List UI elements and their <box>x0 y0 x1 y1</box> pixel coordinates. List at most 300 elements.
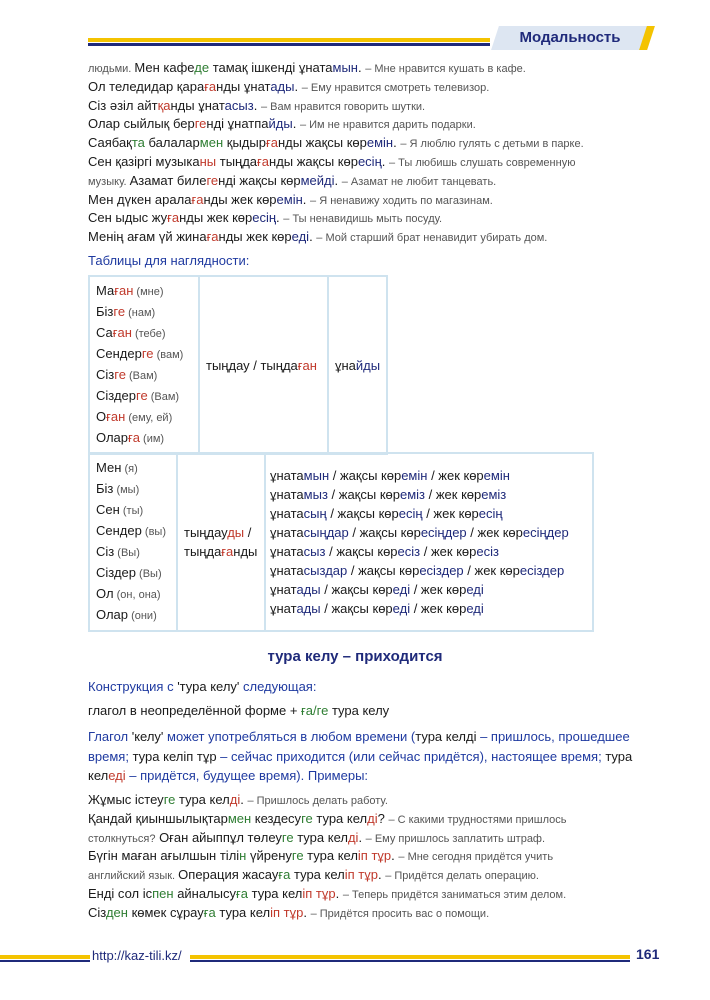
text-segment: қа <box>157 97 171 113</box>
text-segment: / жек көр <box>466 525 523 540</box>
text-segment: ұнат <box>270 582 297 597</box>
example-sentence <box>88 79 489 94</box>
text-segment: тура кел <box>293 829 348 845</box>
text-segment: ға <box>221 544 234 559</box>
text-segment: Менің ағам үй жина <box>88 229 207 245</box>
form-row <box>270 504 588 523</box>
text-segment: . <box>357 60 366 75</box>
text-segment: мейді <box>300 172 335 188</box>
explanation-line <box>88 768 368 783</box>
text-segment: нді ұнатпа <box>206 116 269 132</box>
pronoun-row <box>96 605 170 626</box>
text-segment: – Мне сегодня придётся учить <box>398 851 554 864</box>
text-segment: ған <box>114 283 134 298</box>
text-segment: – Я люблю гулять с детьми в парке. <box>400 138 584 151</box>
text-segment: / жек көр <box>463 563 520 578</box>
text-segment: Сен ыдыс жу <box>88 210 168 226</box>
text-segment: 'келу' <box>131 729 164 744</box>
text-segment: ға <box>191 191 204 207</box>
text-segment: тура кел <box>175 792 230 807</box>
text-segment: Қандай қиыншылықтар <box>88 810 228 826</box>
text-segment: Сен қазіргі музыка <box>88 154 200 169</box>
text-segment: нды жек көр <box>218 229 292 245</box>
text-segment: (он, она) <box>113 589 161 601</box>
text-segment: / жақсы көр <box>326 506 399 521</box>
form-row <box>270 599 588 618</box>
form-row <box>270 523 588 542</box>
pronoun-row <box>96 584 170 605</box>
text-segment: Азамат биле <box>129 172 207 188</box>
nominative-table <box>88 452 594 632</box>
text-segment: мын <box>303 468 330 483</box>
text-segment: – Мой старший брат ненавидит убирать дом. <box>316 232 548 245</box>
text-segment: ге <box>136 388 148 403</box>
text-segment: нды <box>233 544 258 559</box>
example-sentence <box>88 98 425 113</box>
text-segment: сыңдар <box>303 525 349 540</box>
text-segment: ге <box>141 346 154 361</box>
text-segment: (ты) <box>119 505 144 517</box>
dative-table <box>88 275 388 455</box>
text-segment: йды <box>355 357 381 373</box>
text-segment: емін <box>366 135 394 151</box>
text-segment: . <box>276 210 284 226</box>
text-segment: ған <box>112 325 132 340</box>
text-segment: Конструкция с <box>88 679 178 694</box>
text-segment: ға <box>257 154 270 169</box>
text-segment: (мы) <box>113 484 140 496</box>
text-segment: . <box>302 191 311 207</box>
pronoun-row <box>96 500 170 521</box>
text-segment: (Вы) <box>114 547 140 559</box>
explanation-line <box>88 749 632 764</box>
text-segment: ға <box>278 867 291 883</box>
pronoun-row <box>96 302 192 323</box>
text-segment: Біз <box>96 481 114 496</box>
text-segment: . <box>358 829 366 845</box>
text-segment: – придётся, будущее время). Примеры: <box>125 768 369 783</box>
text-segment: тура кел <box>248 886 303 901</box>
text-segment: музыку. <box>88 175 130 188</box>
text-segment: қыдыр <box>223 135 266 151</box>
text-segment: английский язык. <box>88 870 179 883</box>
example-sentence <box>88 210 442 225</box>
text-segment: тура кел <box>290 867 345 883</box>
text-segment: ге <box>163 792 176 807</box>
text-segment: (Вам) <box>147 391 180 403</box>
text-segment: ге <box>301 810 313 826</box>
text-segment: мен <box>199 135 224 151</box>
text-segment: тамақ ішкенді ұната <box>209 60 333 75</box>
pronoun-row <box>96 563 170 584</box>
text-segment: есің <box>398 506 423 521</box>
text-segment: / жек көр <box>422 506 479 521</box>
example-sentence <box>88 116 476 131</box>
text-segment: столкнуться? <box>88 832 156 845</box>
text-segment: сың <box>303 506 327 521</box>
text-segment: Сіз <box>88 904 106 920</box>
text-segment: ған <box>297 357 317 373</box>
text-segment: – сейчас приходится (или сейчас придётся), настоящее время; <box>216 748 606 764</box>
text-segment: Сен <box>96 502 120 517</box>
text-segment: ға <box>167 210 180 226</box>
text-segment: может употребляться в любом времени ( <box>163 729 416 744</box>
text-segment: ге <box>281 829 294 845</box>
text-segment: – С какими трудностями пришлось <box>388 813 567 826</box>
form-row <box>270 466 588 485</box>
text-segment: еді <box>392 582 411 597</box>
text-segment: есіз <box>397 544 421 559</box>
text-segment: тура келу <box>328 703 390 718</box>
text-segment: тура кел <box>312 810 368 826</box>
text-segment: есіздер <box>519 563 565 578</box>
text-segment: тыңдау / тыңда <box>206 357 298 373</box>
text-segment: Олар <box>96 430 129 445</box>
text-segment: Сіз <box>96 367 115 382</box>
text-segment: нді жақсы көр <box>218 172 301 188</box>
text-segment: ұната <box>270 525 304 540</box>
text-segment: Сендер <box>96 523 142 538</box>
text-segment: нды жақсы көр <box>277 135 367 151</box>
text-segment: Операция жасау <box>178 867 279 883</box>
text-segment: (Вы) <box>136 568 162 580</box>
text-segment: ұната <box>270 468 304 483</box>
text-segment: нды жек көр <box>179 210 253 226</box>
text-segment: Мен <box>96 460 122 475</box>
text-segment: іп тұр <box>302 886 336 901</box>
footer-yellow-rule-right <box>190 955 630 959</box>
text-segment: Сіз <box>96 544 115 559</box>
modal-forms-cell <box>265 453 593 631</box>
text-segment: мын <box>332 60 358 75</box>
text-segment: есіз <box>476 544 499 559</box>
text-segment: – Придётся делать операцию. <box>385 870 539 883</box>
pronoun-row <box>96 458 170 479</box>
verb-line <box>184 542 258 561</box>
text-segment: үйрену <box>246 848 292 864</box>
text-segment: – Я ненавижу ходить по магазинам. <box>310 194 493 207</box>
text-segment: тура келді <box>415 729 477 744</box>
text-segment: Сіздер <box>96 565 136 580</box>
text-segment: ұнат <box>270 601 297 616</box>
text-segment: / жақсы көр <box>320 601 393 616</box>
verb-cell <box>199 276 328 454</box>
text-segment: О <box>96 409 107 424</box>
text-segment: ны <box>199 154 217 169</box>
text-segment: йды <box>268 116 293 132</box>
text-segment: . <box>391 848 399 864</box>
text-segment: – Вам нравится говорить шутки. <box>260 100 426 113</box>
nominative-pronouns-cell <box>89 453 177 631</box>
text-segment: Сіздер <box>96 388 136 403</box>
form-row <box>270 542 588 561</box>
text-segment: ұната <box>270 544 304 559</box>
text-segment: іп тұр <box>344 867 378 883</box>
text-segment: (я) <box>121 463 138 475</box>
form-row <box>270 485 588 504</box>
construction-line <box>88 679 316 694</box>
form-row <box>270 580 588 599</box>
text-segment: ға <box>128 430 140 445</box>
text-segment: ұната <box>270 563 304 578</box>
text-segment: есің <box>478 506 503 521</box>
explanation-line <box>88 729 630 744</box>
text-segment: . <box>381 154 389 169</box>
text-segment: еміз <box>399 487 426 502</box>
text-segment: тура <box>605 748 633 764</box>
text-segment: ға <box>203 904 216 920</box>
formula-line <box>88 703 389 718</box>
text-segment: ді <box>229 792 241 807</box>
text-segment: / жек көр <box>425 487 482 502</box>
text-segment: Мен кафе <box>134 60 195 75</box>
text-segment: ұната <box>270 487 304 502</box>
text-segment: ді <box>367 810 378 826</box>
text-segment: тура кел <box>215 904 271 920</box>
text-segment: Ол теледидар қара <box>88 78 205 94</box>
text-segment: / жақсы көр <box>325 544 398 559</box>
pronoun-row <box>96 344 192 365</box>
text-segment: – Им не нравится дарить подарки. <box>299 119 476 132</box>
text-segment: асыз <box>224 97 254 113</box>
text-segment: Енді сол іс <box>88 886 153 901</box>
text-segment: еді <box>466 601 484 616</box>
footer-url-link[interactable]: http://kaz-tili.kz/ <box>92 948 182 963</box>
page-number: 161 <box>636 946 660 962</box>
text-segment: тыңда <box>216 154 258 169</box>
text-segment: (тебе) <box>131 328 166 340</box>
section-heading: тура келу – приходится <box>267 648 443 665</box>
text-segment: Жұмыс істеу <box>88 792 164 807</box>
text-segment: . <box>335 886 343 901</box>
text-segment: н <box>239 848 247 864</box>
text-segment: (им) <box>140 433 165 445</box>
footer-blue-rule-right <box>190 960 630 962</box>
text-segment: тура келіп тұр <box>132 748 217 764</box>
text-segment: – Пришлось делать работу. <box>247 795 388 807</box>
pronoun-row <box>96 407 192 428</box>
text-segment: следующая: <box>239 679 317 694</box>
pronoun-row <box>96 521 170 542</box>
text-segment: сыздар <box>303 563 348 578</box>
text-segment: нды ұнат <box>216 78 271 94</box>
text-segment: тыңда <box>184 544 222 559</box>
text-segment: / жақсы көр <box>347 563 420 578</box>
text-segment: ден <box>105 904 128 920</box>
text-segment: еді <box>108 768 126 783</box>
example-sentence <box>88 229 547 244</box>
text-segment: – Ты любишь слушать современную <box>389 157 576 169</box>
example-sentence <box>88 905 489 920</box>
text-segment: ға/ге <box>301 703 329 718</box>
text-segment: кездесу <box>251 810 302 826</box>
example-sentence <box>88 830 545 845</box>
result-cell <box>328 276 387 454</box>
text-segment: еміз <box>481 487 507 502</box>
text-segment: сыз <box>303 544 326 559</box>
text-segment: / <box>244 525 252 540</box>
example-sentence <box>88 173 496 188</box>
text-segment: глагол в неопределённой форме + <box>88 703 302 718</box>
text-segment: (мне) <box>133 286 164 298</box>
text-segment: (они) <box>128 610 157 622</box>
pronoun-row <box>96 542 170 563</box>
text-segment: ған <box>106 409 126 424</box>
example-sentence <box>88 60 526 75</box>
text-segment: (нам) <box>125 307 156 319</box>
text-segment: (вы) <box>141 526 166 538</box>
text-segment: емін <box>276 191 303 207</box>
example-sentence <box>88 867 539 882</box>
example-sentence <box>88 154 575 169</box>
text-segment: көмек сұрау <box>127 904 204 920</box>
text-segment: тура кел <box>303 848 358 864</box>
example-sentence <box>88 135 584 150</box>
text-segment: – Ему пришлось заплатить штраф. <box>365 832 546 845</box>
text-segment: ді <box>347 829 359 845</box>
text-segment: – Ему нравится смотреть телевизор. <box>301 81 490 94</box>
text-segment: есің <box>357 154 382 169</box>
text-segment: ға <box>204 78 217 94</box>
text-segment: есіздер <box>419 563 464 578</box>
text-segment: ге <box>113 304 126 319</box>
text-segment: / жақсы көр <box>348 525 421 540</box>
text-segment: / жақсы көр <box>327 487 400 502</box>
text-segment: . <box>240 792 248 807</box>
example-sentence <box>88 792 388 807</box>
text-segment: Мен дүкен арала <box>88 191 192 207</box>
text-segment: емін <box>483 468 510 483</box>
text-segment: есіңдер <box>522 525 569 540</box>
example-sentence <box>88 886 566 901</box>
text-segment: нды жек көр <box>203 191 277 207</box>
text-segment: (Вам) <box>125 370 158 382</box>
text-segment: еді <box>392 601 411 616</box>
form-row <box>270 561 588 580</box>
text-segment: Сендер <box>96 346 142 361</box>
text-segment: та <box>131 135 145 151</box>
pronoun-row <box>96 365 192 386</box>
text-segment: ? <box>377 810 389 826</box>
text-segment: ге <box>206 172 219 188</box>
text-segment: ге <box>291 848 304 864</box>
text-segment: мен <box>227 810 252 826</box>
text-segment: . <box>309 229 317 245</box>
verb-line <box>184 523 258 542</box>
example-sentence <box>88 848 553 863</box>
text-segment: кел <box>88 768 109 783</box>
text-segment: Са <box>96 325 113 340</box>
text-segment: еді <box>291 229 310 245</box>
pronoun-row <box>96 281 192 302</box>
text-segment: емін <box>401 468 428 483</box>
text-segment: . <box>292 116 300 132</box>
text-segment: – Азамат не любит танцевать. <box>341 175 497 188</box>
example-sentence <box>88 811 566 826</box>
text-segment: . <box>253 97 261 113</box>
text-segment: Ма <box>96 283 115 298</box>
text-segment: ге <box>194 116 207 132</box>
text-segment: ады <box>296 582 321 597</box>
footer-blue-rule-left <box>0 960 90 962</box>
pronoun-row <box>96 386 192 407</box>
text-segment: 'тура келу' <box>177 679 240 694</box>
pronoun-row <box>96 479 170 500</box>
text-segment: айналысу <box>173 886 237 901</box>
text-segment: еді <box>466 582 484 597</box>
example-sentence <box>88 192 493 207</box>
text-segment: / жек көр <box>410 601 467 616</box>
pronoun-row <box>96 323 192 344</box>
text-segment: / жек көр <box>420 544 477 559</box>
text-segment: / жек көр <box>410 582 467 597</box>
text-segment: мыз <box>303 487 328 502</box>
text-segment: время; <box>88 748 133 764</box>
text-segment: Саябақ <box>88 135 132 151</box>
text-segment: . <box>377 867 386 883</box>
text-segment: ға <box>265 135 278 151</box>
text-segment: нды жақсы көр <box>269 154 358 169</box>
text-segment: . <box>393 135 401 151</box>
text-segment: Біз <box>96 304 114 319</box>
text-segment: ұната <box>270 506 304 521</box>
text-segment: Бүгін маған ағылшын тілі <box>88 848 240 864</box>
text-segment: Оған айыппұл төлеу <box>155 829 282 845</box>
text-segment: людьми. <box>88 63 135 75</box>
text-segment: – Теперь придётся заниматься этим делом. <box>342 889 567 901</box>
text-segment: Глагол <box>88 729 132 744</box>
text-segment: – Мне нравится кушать в кафе. <box>365 63 526 75</box>
text-segment: (ему, ей) <box>125 412 173 424</box>
text-segment: / жек көр <box>427 468 484 483</box>
text-segment: де <box>194 60 210 75</box>
tables-caption: Таблицы для наглядности: <box>88 253 250 268</box>
text-segment: ға <box>236 886 249 901</box>
page-section-title: Модальность <box>519 29 621 46</box>
text-segment: – пришлось, прошедшее <box>476 729 630 744</box>
text-segment: есің <box>252 210 277 226</box>
text-segment: Ол <box>96 586 114 601</box>
text-segment: Олар <box>96 607 129 622</box>
text-segment: – Ты ненавидишь мыть посуду. <box>283 213 443 226</box>
text-segment: нды ұнат <box>170 97 225 113</box>
text-segment: ады <box>270 78 295 94</box>
text-segment: балалар <box>144 135 200 151</box>
text-segment: ға <box>206 229 219 245</box>
header-blue-rule <box>88 43 490 46</box>
text-segment: (вам) <box>153 349 184 361</box>
text-segment: ды <box>227 525 245 540</box>
verb-forms-cell <box>177 453 265 631</box>
text-segment: есіңдер <box>420 525 467 540</box>
text-segment: – Придётся просить вас о помощи. <box>310 907 490 920</box>
text-segment: . <box>294 78 302 94</box>
text-segment: іп тұр <box>270 904 304 920</box>
text-segment: . <box>303 904 311 920</box>
text-segment: Сіз әзіл айт <box>88 97 158 113</box>
text-segment: тыңдау <box>184 525 228 540</box>
dative-pronouns-cell <box>89 276 199 454</box>
text-segment: пен <box>152 886 174 901</box>
header-yellow-rule <box>88 38 490 42</box>
text-segment: іп тұр <box>357 848 392 864</box>
text-segment: ады <box>296 601 321 616</box>
text-segment: Олар сыйлық бер <box>88 116 195 132</box>
text-segment: . <box>334 172 342 188</box>
text-segment: ұна <box>335 357 356 373</box>
text-segment: / жақсы көр <box>329 468 402 483</box>
text-segment: ге <box>114 367 126 382</box>
